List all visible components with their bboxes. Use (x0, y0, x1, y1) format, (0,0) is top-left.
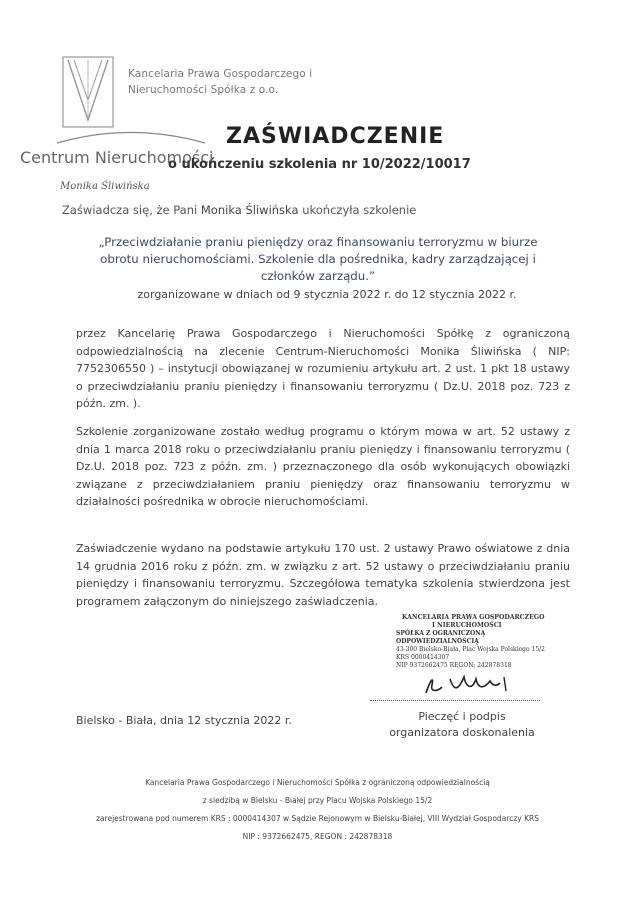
paragraph-legal-basis: Zaświadczenie wydano na podstawie artykułu 170 ust. 2 ustawy Prawo oświatowe z dnia 14 grudnia 2016 roku z późn. zm. w związku z art. 52 ustawy o przeciwdziałaniu praniu pieniędzy i finansowaniu terroryzmu. Szczegółowa tematyka szkolenia stwierdzona jest programem załączonym do niniejszego zaświadczenia. (76, 542, 570, 608)
intro-suffix: ukończyła szkolenie (298, 203, 417, 217)
firm-name-line2: Nieruchomości Spółka z o.o. (128, 84, 279, 96)
partner-name: Centrum Nieruchomości (20, 148, 214, 167)
firm-name-line1: Kancelaria Prawa Gospodarczego i (128, 68, 313, 80)
stamp-line4: 43-300 Bielsko-Biała, Plac Wojska Polskiego 15/2 (396, 646, 545, 653)
course-dates: zorganizowane w dniach od 9 stycznia 2022 r. do 12 stycznia 2022 r. (137, 288, 517, 301)
course-title: „Przeciwdziałanie praniu pieniędzy oraz finansowaniu terroryzmu w biurze obrotu nieruchomościami. Szkolenie dla pośrednika, kadry zarządzającej i członków zarządu.” (98, 235, 538, 283)
handwritten-signature-icon (420, 671, 520, 697)
participant-name: Monika Śliwińska (200, 203, 299, 217)
firm-name (128, 66, 312, 98)
stamp-line3: SPÓŁKA Z OGRANICZONĄ ODPOWIEDZIALNOŚCIĄ (396, 630, 486, 645)
seal-label-line2: organizatora doskonalenia (389, 726, 535, 739)
footer-company: Kancelaria Prawa Gospodarczego i Nieruchomości Spółka z ograniczoną odpowiedzialnością (145, 778, 490, 787)
place-and-date: Bielsko - Biała, dnia 12 stycznia 2022 r. (76, 714, 292, 727)
firm-logo-icon (62, 56, 114, 128)
stamp-line6: NIP 9372662475 REGON: 242878318 (396, 662, 512, 669)
footer-address: z siedzibą w Bielsku - Białej przy Placu Wojska Polskiego 15/2 (202, 796, 433, 805)
signature-line (370, 700, 540, 701)
document-subtitle: o ukończeniu szkolenia nr 10/2022/10017 (168, 157, 471, 172)
stamp-line2: I NIERUCHOMOŚCI (432, 622, 502, 629)
intro-line (62, 203, 416, 217)
intro-prefix: Zaświadcza się, że Pani (62, 203, 201, 217)
paragraph-organizer: przez Kancelarię Prawa Gospodarczego i Nieruchomości Spółkę z ograniczoną odpowiedzialnością na zlecenie Centrum-Nieruchomości Monika Śliwińska ( NIP: 7752306550 ) – instytucji obowiązanej w rozumieniu artykułu art. 2 ust. 1 pkt 18 ustawy o przeciwdziałaniu praniu pieniędzy i finansowaniu terroryzmu ( Dz.U. 2018 poz. 723 z późn. zm. ). (76, 327, 570, 410)
footer-tax-ids: NIP : 9372662475, REGON : 242878318 (242, 832, 393, 841)
stamp-line5: KRS 0000414307 (396, 654, 450, 661)
footer-registration: zarejestrowana pod numerem KRS : 0000414307 w Sądzie Rejonowym w Bielsku-Białej, VIII Wydział Gospodarczy KRS (96, 814, 539, 823)
seal-label (387, 709, 537, 741)
company-stamp (396, 614, 546, 670)
paragraph-program: Szkolenie zorganizowane zostało według programu o którym mowa w art. 52 ustawy z dnia 1 marca 2018 roku o przeciwdziałaniu praniu pieniędzy i finansowaniu terroryzmu ( Dz.U. 2018 poz. 723 z późn. zm. ) przeznaczonego dla osób wykonujących obowiązki związane z przeciwdziałaniem praniu pieniędzy oraz finansowaniu terroryzmu w działalności pośrednika w obrocie nieruchomościami. (76, 425, 570, 508)
partner-logo-arc-icon (55, 128, 207, 144)
document-title: ZAŚWIADCZENIE (226, 124, 445, 149)
stamp-line1: KANCELARIA PRAWA GOSPODARCZEGO (402, 614, 545, 621)
partner-signature: Monika Śliwińska (60, 181, 150, 192)
seal-label-line1: Pieczęć i podpis (418, 710, 506, 723)
